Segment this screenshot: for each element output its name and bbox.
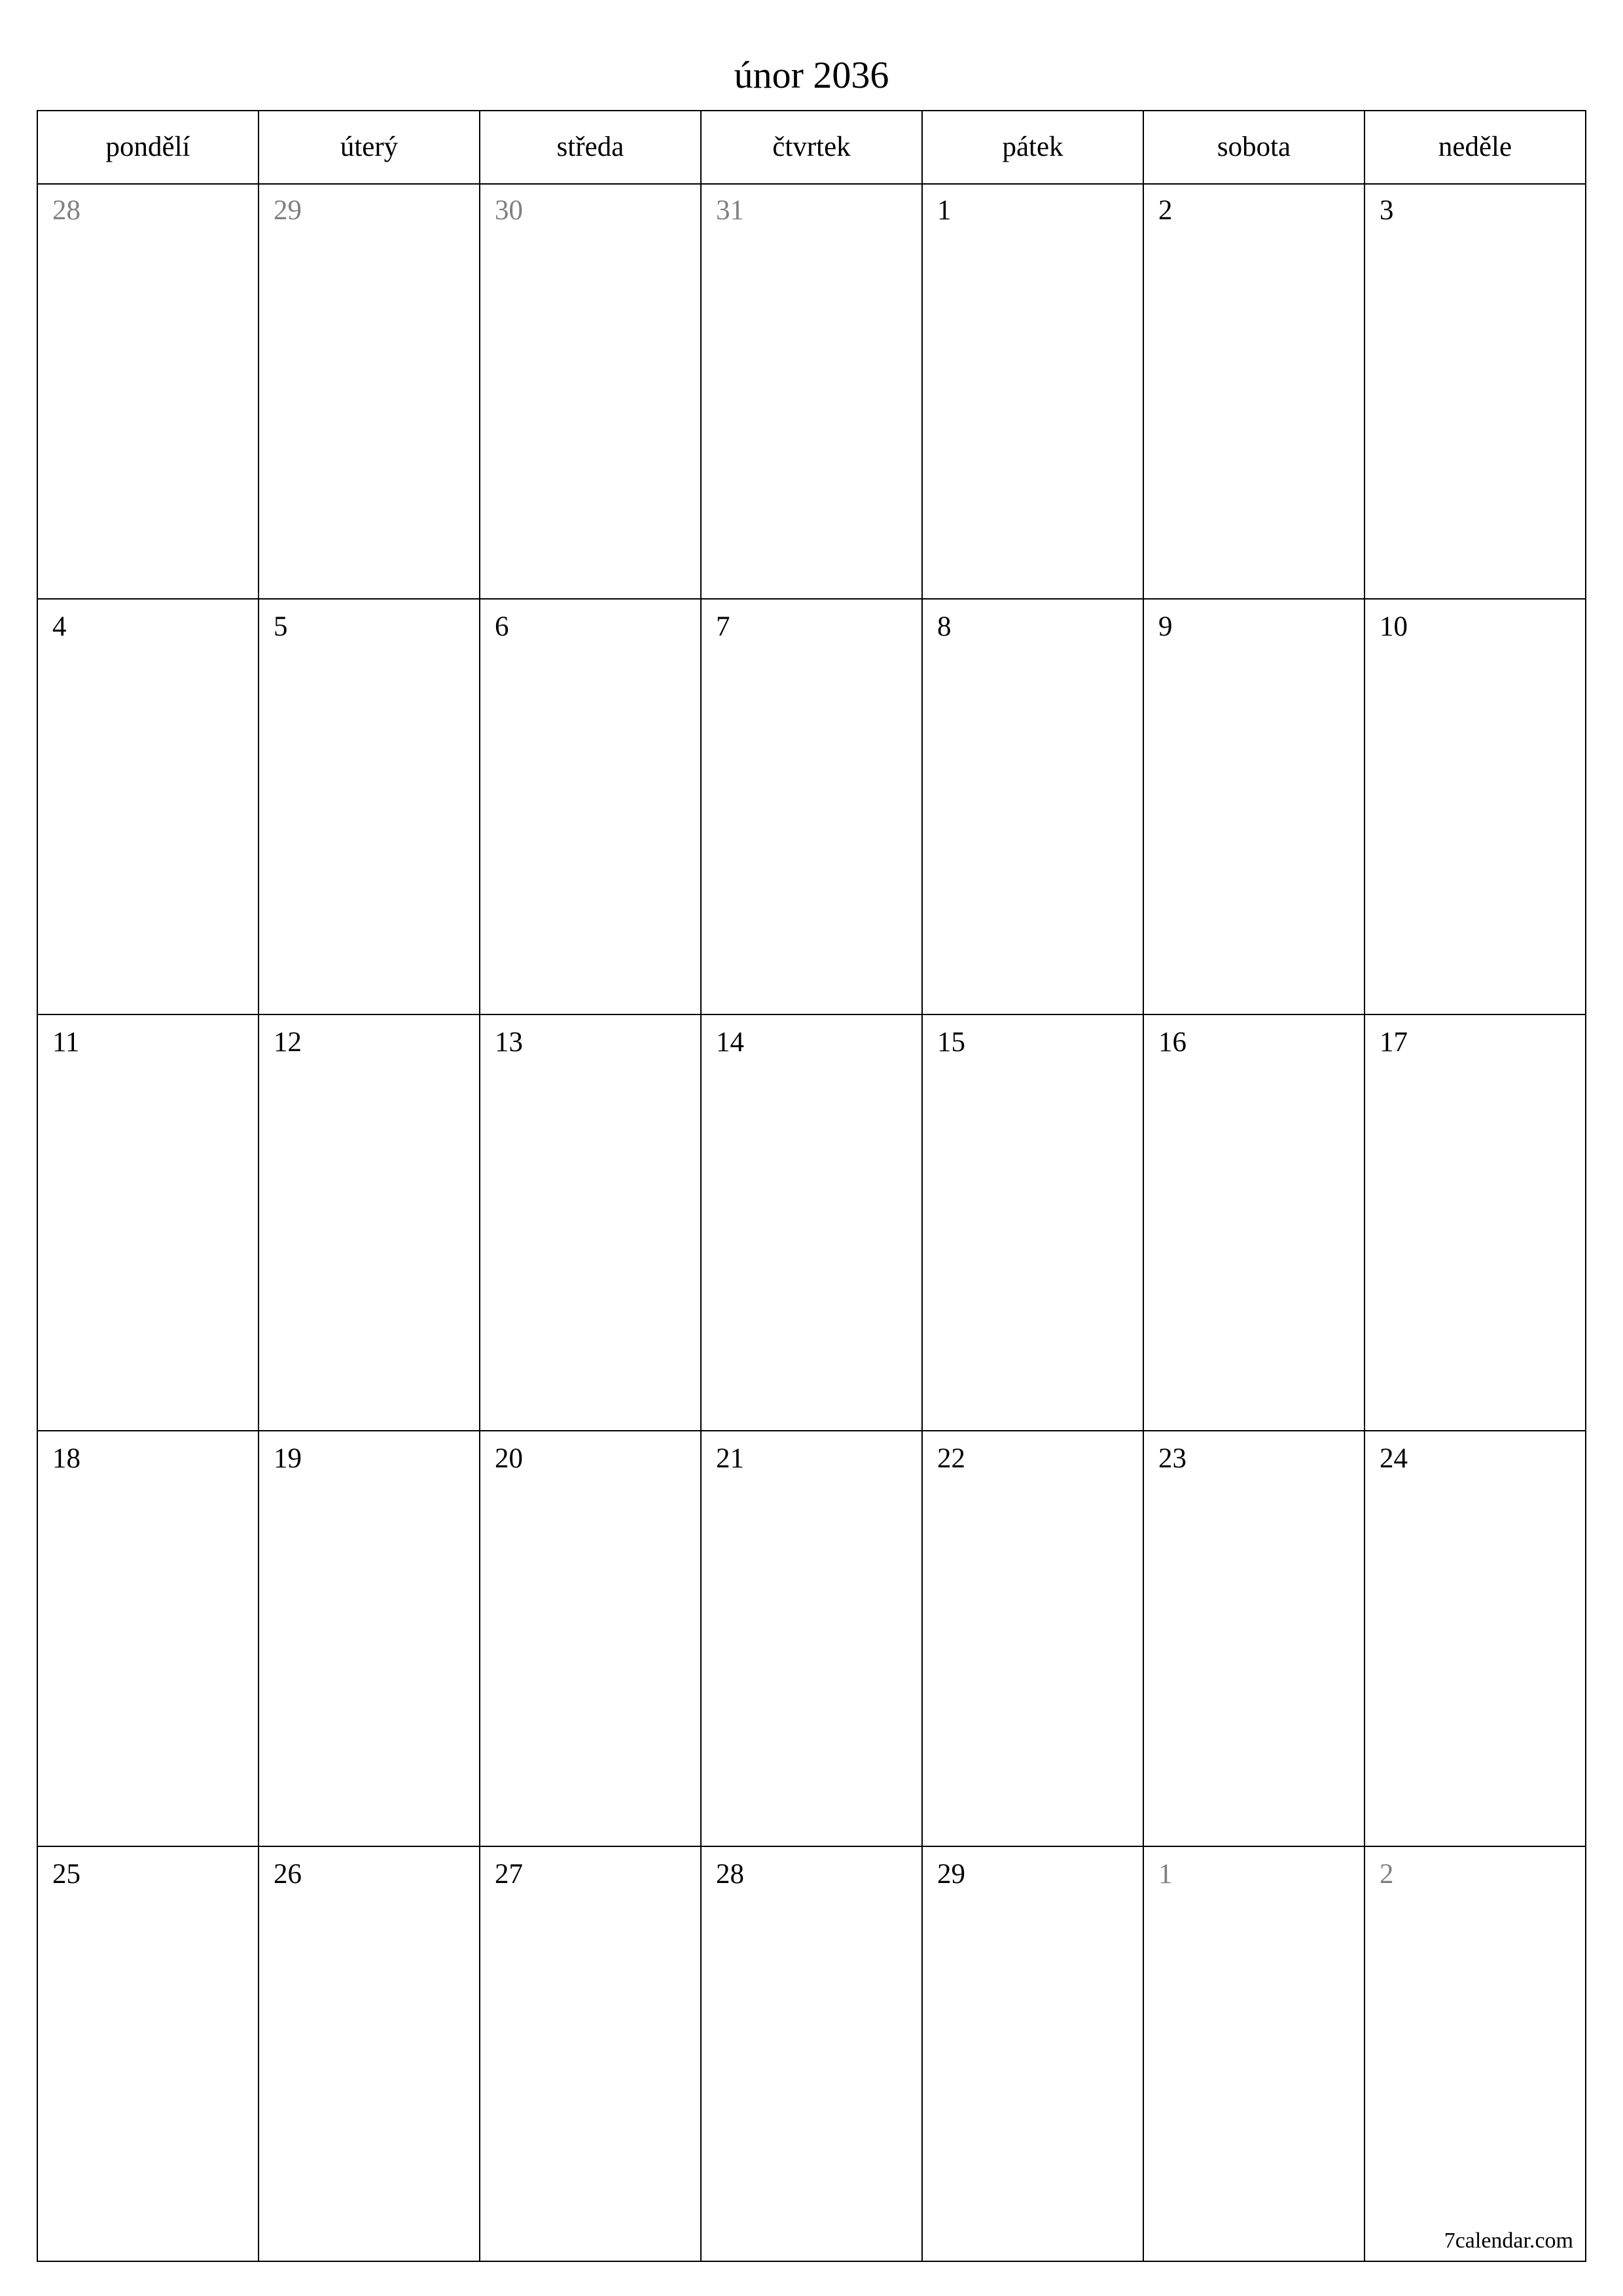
- day-number: 23: [1158, 1443, 1186, 1474]
- day-cell: [702, 1431, 923, 1846]
- weekday-header-row: [38, 111, 1585, 185]
- day-number: 20: [495, 1443, 523, 1474]
- day-cell: [38, 1847, 259, 2262]
- day-cell: [1144, 1431, 1365, 1846]
- watermark-text: 7calendar.com: [1444, 2228, 1573, 2253]
- weekday-thursday: čtvrtek: [702, 111, 923, 183]
- day-cell: [259, 1847, 480, 2262]
- day-cell: [1365, 1015, 1585, 1430]
- day-number: 12: [274, 1027, 302, 1058]
- day-number: 16: [1158, 1027, 1186, 1058]
- day-number: 26: [274, 1859, 302, 1890]
- day-cell: [1365, 1847, 1585, 2262]
- day-number: 10: [1380, 611, 1408, 642]
- day-cell: [38, 600, 259, 1014]
- weekday-saturday: sobota: [1144, 111, 1365, 183]
- day-number: 13: [495, 1027, 523, 1058]
- weekday-monday: pondělí: [38, 111, 259, 183]
- day-cell: [259, 183, 480, 598]
- day-number: 7: [716, 611, 730, 642]
- week-row: [38, 183, 1585, 600]
- weekday-wednesday: středa: [480, 111, 702, 183]
- day-number: 9: [1158, 611, 1173, 642]
- day-number: 11: [52, 1027, 80, 1058]
- day-cell: [480, 1847, 702, 2262]
- day-cell: [480, 1015, 702, 1430]
- day-cell: [1144, 1015, 1365, 1430]
- day-cell: [923, 1015, 1144, 1430]
- week-row: [38, 600, 1585, 1016]
- day-cell: [259, 1431, 480, 1846]
- weekday-sunday: neděle: [1438, 132, 1512, 162]
- day-number: 14: [716, 1027, 744, 1058]
- day-number: 30: [495, 195, 523, 226]
- day-number: 31: [716, 195, 744, 226]
- day-number: 4: [52, 611, 67, 642]
- month-calendar-grid: [37, 110, 1586, 2262]
- day-cell: [702, 600, 923, 1014]
- day-number: 25: [52, 1859, 80, 1890]
- day-cell: [1144, 600, 1365, 1014]
- day-number: 1: [937, 195, 952, 226]
- day-cell: [702, 183, 923, 598]
- week-row: [38, 1847, 1585, 2262]
- week-row: [38, 1015, 1585, 1431]
- day-number: 29: [937, 1859, 965, 1890]
- day-number: 24: [1380, 1443, 1408, 1474]
- weekday-friday: pátek: [923, 111, 1144, 183]
- day-number: 28: [52, 195, 80, 226]
- day-number: 1: [1158, 1859, 1173, 1890]
- day-number: 19: [274, 1443, 302, 1474]
- day-number: 6: [495, 611, 509, 642]
- weekday-tuesday: úterý: [259, 111, 480, 183]
- day-number: 15: [937, 1027, 965, 1058]
- day-number: 3: [1380, 195, 1394, 226]
- day-cell: [702, 1015, 923, 1430]
- day-cell: [702, 1847, 923, 2262]
- day-cell: [480, 183, 702, 598]
- day-number: 2: [1380, 1859, 1394, 1890]
- day-number: 8: [937, 611, 952, 642]
- day-cell: [259, 1015, 480, 1430]
- day-cell: [1144, 183, 1365, 598]
- day-number: 2: [1158, 195, 1173, 226]
- weeks-container: [38, 183, 1585, 2262]
- day-cell: [923, 600, 1144, 1014]
- day-cell: [259, 600, 480, 1014]
- day-number: 18: [52, 1443, 80, 1474]
- day-number: 17: [1380, 1027, 1408, 1058]
- day-cell: [480, 1431, 702, 1846]
- day-cell: [38, 1015, 259, 1430]
- day-cell: [38, 1431, 259, 1846]
- day-number: 22: [937, 1443, 965, 1474]
- day-cell: [1365, 183, 1585, 598]
- page-title: únor 2036: [734, 54, 889, 96]
- day-cell: [1365, 600, 1585, 1014]
- day-number: 28: [716, 1859, 744, 1890]
- day-cell: [1144, 1847, 1365, 2262]
- day-cell: [923, 1431, 1144, 1846]
- day-cell: [480, 600, 702, 1014]
- day-number: 5: [274, 611, 288, 642]
- day-cell: [38, 183, 259, 598]
- day-cell: [923, 183, 1144, 598]
- day-cell: [923, 1847, 1144, 2262]
- day-number: 21: [716, 1443, 744, 1474]
- day-number: 27: [495, 1859, 523, 1890]
- day-number: 29: [274, 195, 302, 226]
- day-cell: [1365, 1431, 1585, 1846]
- week-row: [38, 1431, 1585, 1848]
